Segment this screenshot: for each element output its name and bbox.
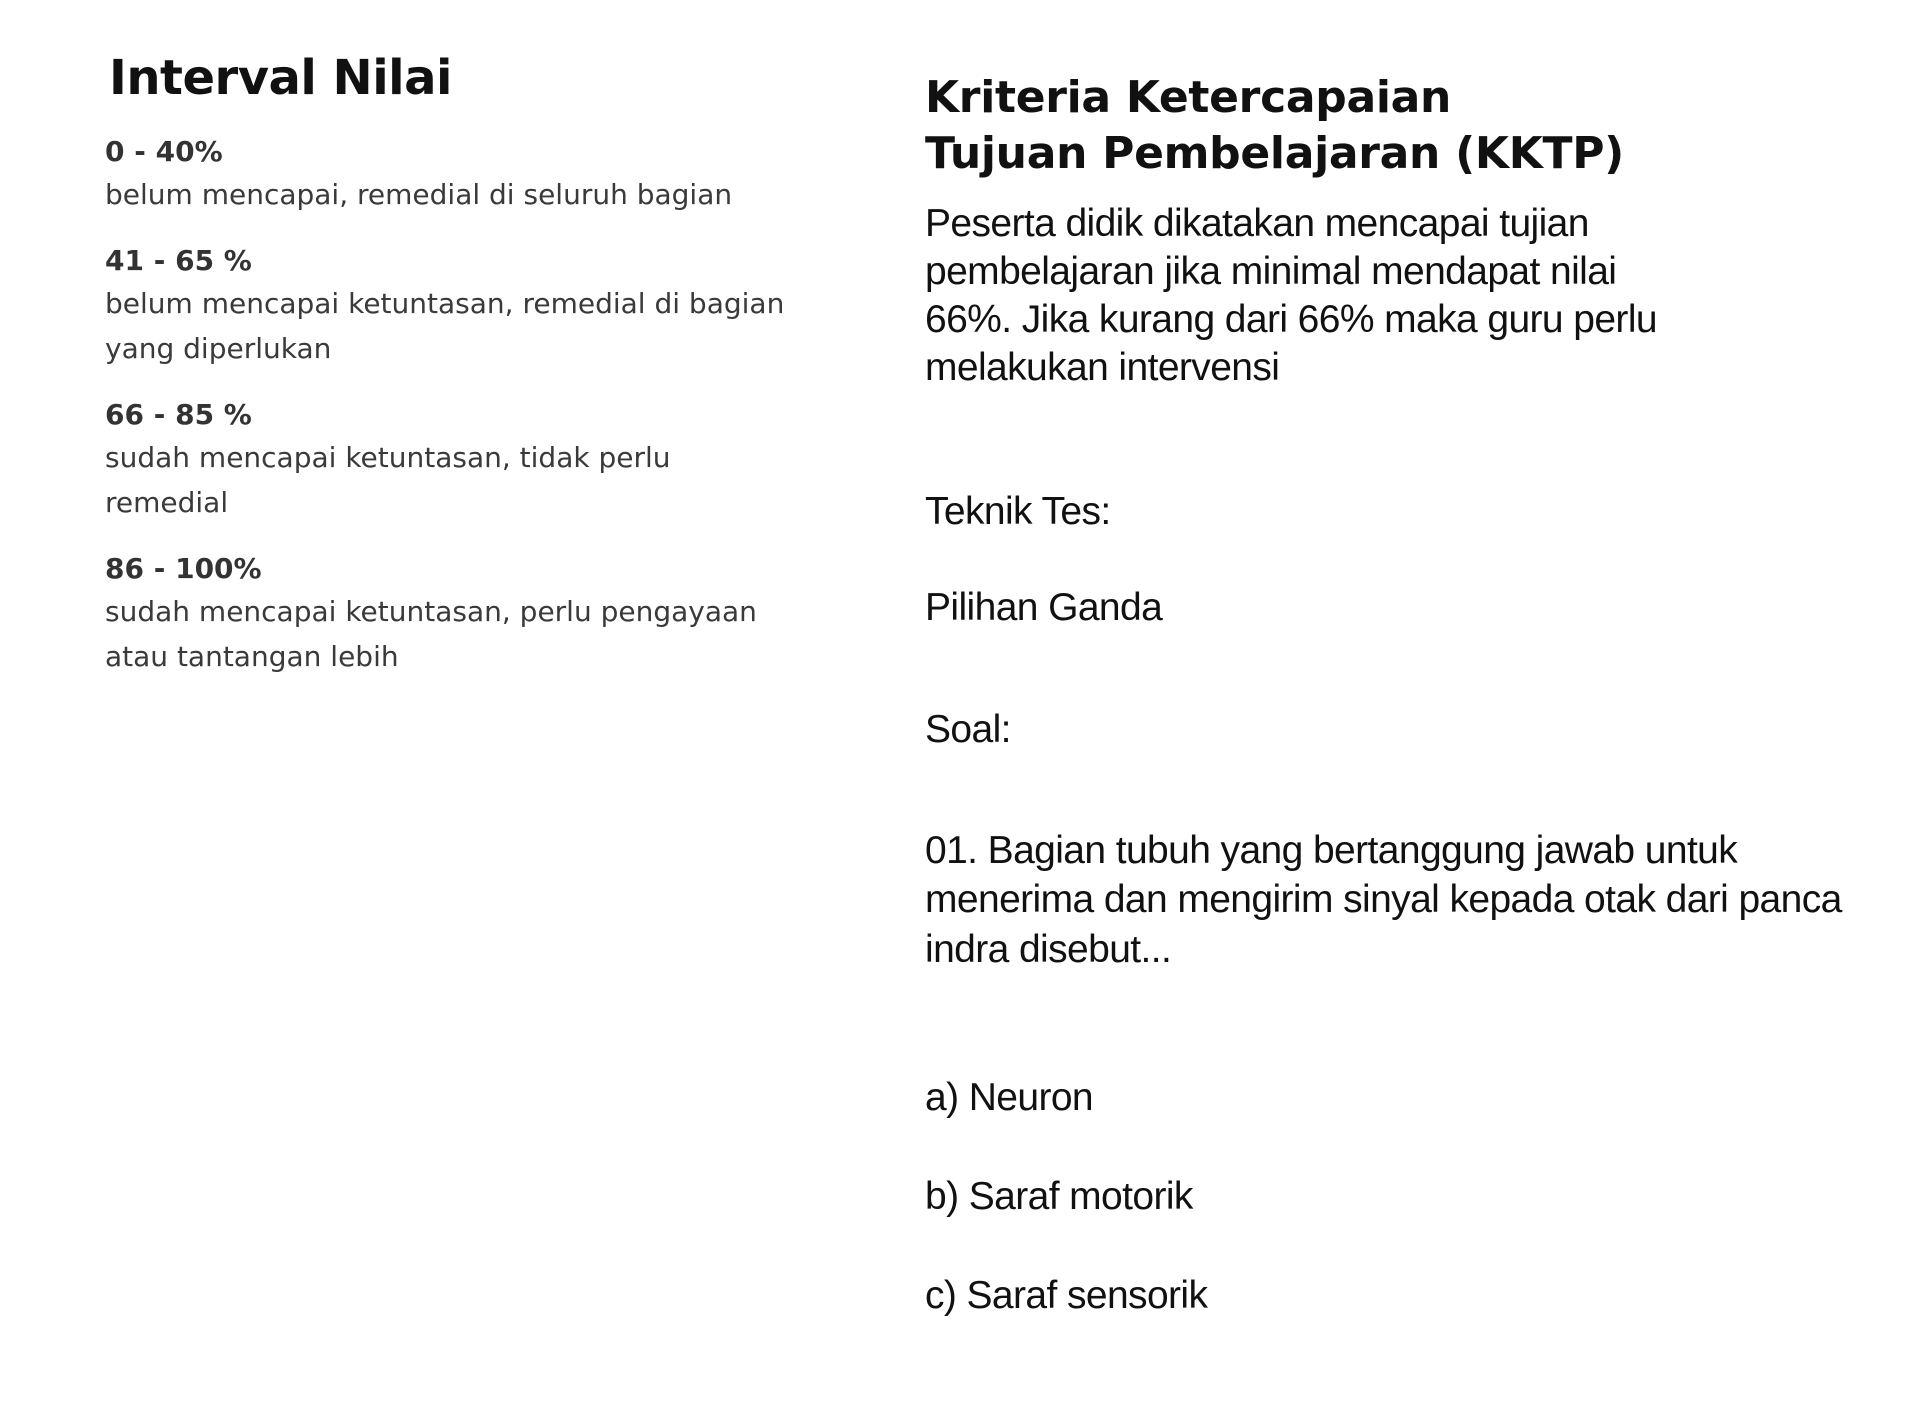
technique-label: Teknik Tes: (925, 490, 1111, 533)
test-technique (925, 440, 1885, 680)
kktp-description: Peserta didik dikatakan mencapai tujian pembelajaran jika minimal mendapat nilai 66%. Jika kurang dari 66% maka guru perlu melakukan intervensi (925, 202, 1657, 389)
interval-range: 86 - 100% (105, 552, 262, 585)
interval-range: 0 - 40% (105, 135, 223, 168)
interval-item (105, 132, 805, 217)
kktp-section (925, 70, 1885, 1420)
soal-label: Soal: (925, 708, 1011, 751)
interval-list (105, 132, 805, 679)
interval-description: sudah mencapai ketuntasan, perlu pengayaan atau tantangan lebih (105, 595, 757, 673)
interval-item (105, 395, 805, 525)
interval-range: 41 - 65 % (105, 244, 252, 277)
answer-options (925, 1024, 1885, 1371)
question (925, 776, 1885, 1420)
technique-value: Pilihan Ganda (925, 586, 1163, 629)
answer-option-b: b) Saraf motorik (925, 1175, 1193, 1218)
interval-item (105, 549, 805, 679)
interval-title: Interval Nilai (109, 50, 452, 106)
interval-item (105, 241, 805, 371)
answer-option-a: a) Neuron (925, 1076, 1094, 1119)
interval-description: sudah mencapai ketuntasan, tidak perlu remedial (105, 441, 671, 519)
interval-range: 66 - 85 % (105, 398, 252, 431)
answer-option-c: c) Saraf sensorik (925, 1274, 1208, 1317)
interval-section (105, 46, 805, 703)
kktp-title: Kriteria Ketercapaian Tujuan Pembelajaran (KKTP) (925, 72, 1624, 179)
interval-description: belum mencapai ketuntasan, remedial di bagian yang diperlukan (105, 287, 785, 365)
interval-description: belum mencapai, remedial di seluruh bagian (105, 178, 733, 211)
question-text: 01. Bagian tubuh yang bertanggung jawab untuk menerima dan mengirim sinyal kepada otak dari panca indra disebut... (925, 828, 1842, 971)
